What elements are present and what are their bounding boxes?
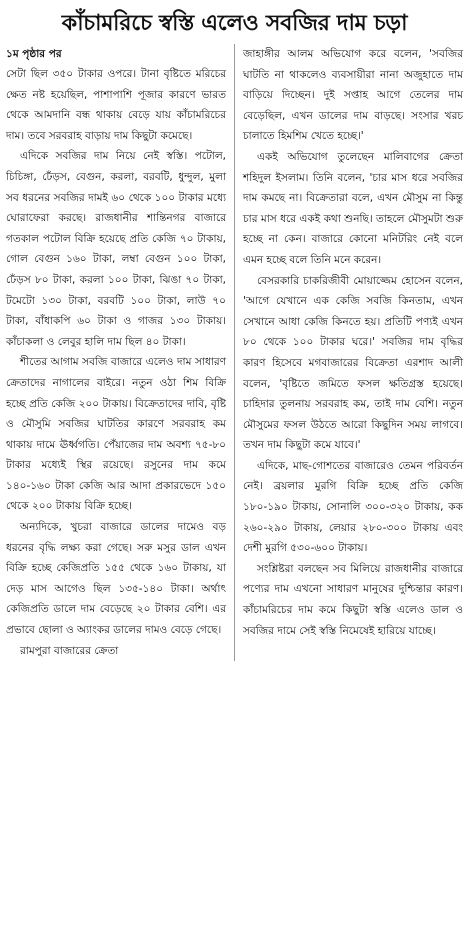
column-right [243,44,463,661]
paragraph: শীতের আগাম সবজি বাজারে এলেও দাম সাধারণ ক্রেতাদের নাগালের বাইরে। নতুন ওঠা শিম বিক্রি হচ্ছে প্রতি কেজি ২০০ টাকায়। বিক্রেতাদের দাবি, বৃষ্টি ও মৌসুমি সবজির ঘাটতির কারণে সরবরাহ কম থাকায় দামে ঊর্ধ্বগতি। পেঁয়াজের দাম অবশ্য ৭৫-৮০ টাকার মধ্যেই স্থির রয়েছে। রসুনের দাম কমে ১৪০-১৬০ টাকা কেজি আর আদা প্রকারভেদে ১৫০ থেকে ২০০ টাকায় বিক্রি হচ্ছে। [6,356,227,513]
continued-label: ১ম পৃষ্ঠার পর [6,48,62,60]
paragraph: এদিকে, মাছ-গোশতের বাজারেও তেমন পরিবর্তন নেই। ব্রয়লার মুরগি বিক্রি হচ্ছে প্রতি কেজি ১৮০-১৯০ টাকায়, সোনালি ৩০০-৩২০ টাকায়, কক ২৬০-২৯০ টাকায়, লেয়ার ২৮০-৩০০ টাকায় এবং দেশী মুরগি ৫৩০-৬০০ টাকায়। [243,459,464,555]
column-left [6,44,226,661]
paragraph: একই অভিযোগ তুলেছেন মালিবাগের ক্রেতা শহিদুল ইসলাম। তিনি বলেন, 'চার মাস ধরে সবজির দাম কমছে না। বিক্রেতারা বলে, এখন মৌসুম না কিন্তু চার মাস ধরে একই কথা শুনছি। তাহলে মৌসুমটা শুরু হচ্ছে না কেন। বাজারে কোনো মনিটরিং নেই বলে এমন হচ্ছে বলে তিনি মনে করেন। [243,150,464,266]
paragraph: সেটা ছিল ৩৫০ টাকার ওপরে। টানা বৃষ্টিতে মরিচের ক্ষেত নষ্ট হয়েছিল, পাশাপাশি পূজার কারণে ভারত থেকে আমদানি বন্ধ থাকায় বেড়ে যায় কাঁচামরিচের দাম। তবে সরবরাহ বাড়ায় দাম কিছুটা কমেছে। [6,68,227,142]
paragraph: বেসরকারি চাকরিজীবী মোয়াজ্জেম হোসেন বলেন, 'আগে যেখানে এক কেজি সবজি কিনতাম, এখন সেখানে আধা কেজি কিনতে হয়। প্রতিটি পণ্যই এখন ৮০ থেকে ১০০ টাকার ঘরে।' সবজির দাম বৃদ্ধির কারণ হিসেবে মগবাজারের বিক্রেতা এরশাদ আলী বলেন, 'বৃষ্টিতে জমিতে ফসল ক্ষতিগ্রস্ত হয়েছে। চাহিদার তুলনায় সরবরাহ কম, তাই দাম বেশি। নতুন মৌসুমের ফসল উঠতে আরো কিছুদিন সময় লাগবে। তখন দাম কিছুটা কমে যাবে।' [243,274,464,452]
paragraph: সংশ্লিষ্টরা বলছেন সব মিলিয়ে রাজধানীর বাজারে পণ্যের দাম এখনো সাধারণ মানুষের দুশ্চিন্তার কারণ। কাঁচামরিচের দাম কমে কিছুটা স্বস্তি এলেও ডাল ও সবজির দামে সেই স্বস্তি নিমেষেই হারিয়ে যাচ্ছে। [243,562,464,637]
paragraph: অন্যদিকে, খুচরা বাজারে ডালের দামেও বড় ধরনের বৃদ্ধি লক্ষ্য করা গেছে। সরু মসুর ডাল এখন বিক্রি হচ্ছে কেজিপ্রতি ১৫৫ থেকে ১৬০ টাকায়, যা দেড় মাস আগেও ছিল ১৩৫-১৪০ টাকা। অর্থাৎ কেজিপ্রতি ডালে দাম বেড়েছে ২০ টাকার বেশি। এর প্রভাবে ছোলা ও অ্যাংকর ডালের দামও বেড়ে গেছে। [6,521,227,637]
paragraph: এদিকে সবজির দাম নিয়ে নেই স্বস্তি। পটোল, চিচিঙ্গা, ঢেঁড়স, বেগুন, করলা, বরবটি, ধুন্দুল, মুলা সব ধরনের সবজির দামই ৬০ থেকে ১০০ টাকার মধ্যে ঘোরাফেরা করছে। রাজধানীর শান্তিনগর বাজারে গতকাল পটোল বিক্রি হয়েছে প্রতি কেজি ৭০ টাকায়, গোল বেগুন ১৬০ টাকা, লম্বা বেগুন ১০০ টাকা, ঢেঁড়স ৮০ টাকা, করলা ১০০ টাকা, ঝিঙা ৭০ টাকা, টমেটো ১৩০ টাকা, বরবটি ১০০ টাকা, লাউ ৭০ টাকা, বাঁধাকপি ৬০ টাকা ও গাজর ১৩০ টাকায়। কাঁচাকলা ও লেবুর হালি দাম ছিল ৪০ টাকা। [6,150,227,348]
paragraph: রামপুরা বাজারের ক্রেতা [20,644,119,657]
paragraph: জাহাঙ্গীর আলম অভিযোগ করে বলেন, 'সবজির ঘাটতি না থাকলেও ব্যবসায়ীরা নানা অজুহাতে দাম বাড়িয়ে দিচ্ছেন। দুই সপ্তাহ আগে তেলের দাম বেড়েছিল, এখন ডালের দাম বাড়ছে। সংসার খরচ চালাতে হিমশিম খেতে হচ্ছে।' [243,48,464,143]
article-columns [6,44,463,661]
column-divider [234,44,235,661]
headline: কাঁচামরিচে স্বস্তি এলেও সবজির দাম চড়া [61,10,408,36]
